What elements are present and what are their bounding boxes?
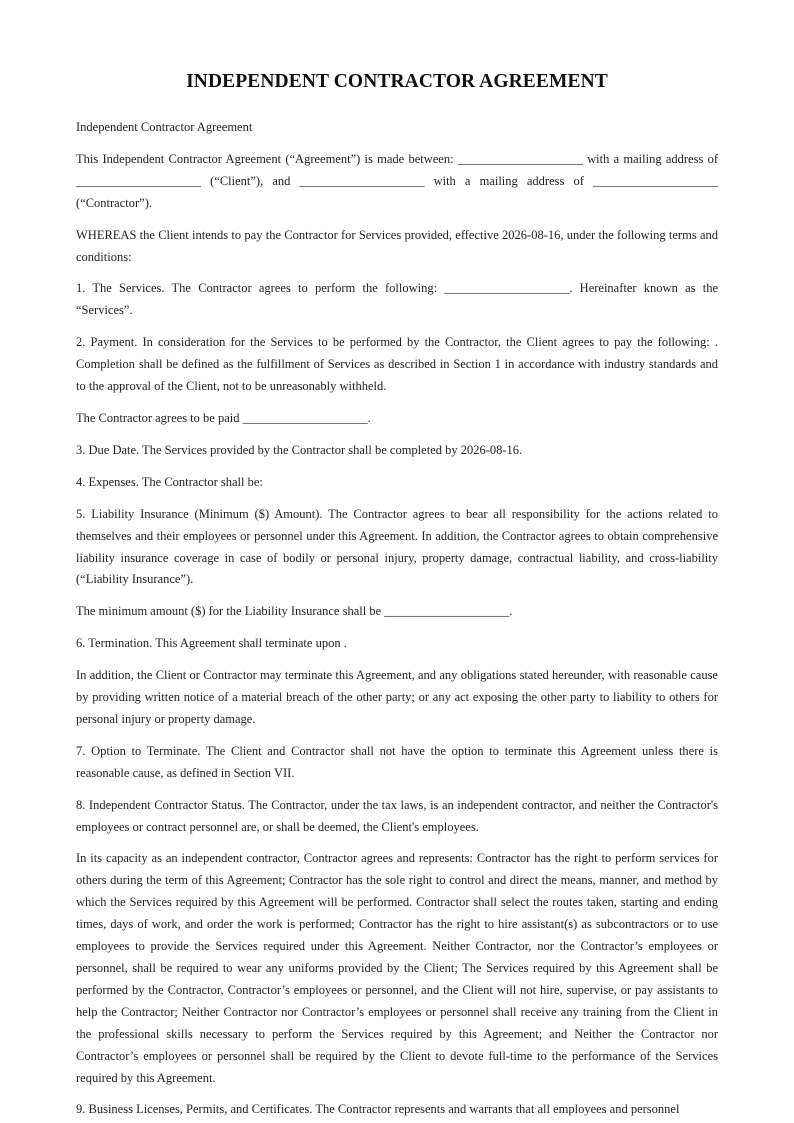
section-2-payment: 2. Payment. In consideration for the Services to be performed by the Contractor, the Client agrees to pay the following: . Completion shall be defined as the fulfillment of Services as described in Section 1 in accordance with industry standards and to the approval of the Client, not to be unreasonably withheld. [76, 335, 718, 394]
document-title: INDEPENDENT CONTRACTOR AGREEMENT [186, 71, 608, 92]
termination-cause-paragraph: In addition, the Client or Contractor may terminate this Agreement, and any obligations stated hereunder, with reasonable cause by providing written notice of a material breach of the other party; or any act exposing the other party to liability to others for personal injury or property damage. [76, 668, 718, 726]
insurance-minimum-paragraph: The minimum amount ($) for the Liability Insurance shall be ____________________. [76, 604, 513, 619]
section-8-contractor-status: 8. Independent Contractor Status. The Contractor, under the tax laws, is an independent contractor, and neither the Contractor's employees or contract personnel are, or shall be deemed, the Client's employees. [76, 797, 718, 834]
section-5-liability-insurance: 5. Liability Insurance (Minimum ($) Amount). The Contractor agrees to bear all responsibility for the actions related to themselves and their employees or personnel under this Agreement. In addition, the Contractor agrees to obtain comprehensive liability insurance coverage in case of bodily or personal injury, property damage, contractual liability, and cross-liability (“Liability Insurance”). [76, 506, 718, 587]
section-7-option-to-terminate: 7. Option to Terminate. The Client and Contractor shall not have the option to terminate this Agreement unless there is reasonable cause, as defined in Section VII. [76, 743, 718, 780]
section-9-business-licenses: 9. Business Licenses, Permits, and Certificates. The Contractor represents and warrants that all employees and personnel [76, 1102, 680, 1117]
section-3-due-date: 3. Due Date. The Services provided by the Contractor shall be completed by 2026-08-16. [76, 442, 523, 457]
document-subtitle: Independent Contractor Agreement [76, 120, 253, 134]
contractor-representations-paragraph: In its capacity as an independent contractor, Contractor agrees and represents: Contractor has the right to perform services for others during the term of this Agreement; Contractor has the sole right to control and direct the means, manner, and method by which the Services required by this Agreement will be performed. Contractor shall select the routes taken, starting and ending times, days of work, and order the work is performed; Contractor has the right to hire assistant(s) as subcontractors or to use employees to provide the Services required under this Agreement. Neither Contractor, nor the Contractor’s employees or personnel, shall be required to wear any uniforms provided by the Client; The Services required by this Agreement shall be performed by the Contractor, Contractor’s employees or personnel, and the Client will not hire, supervise, or pay assistants to help the Contractor; Neither Contractor nor Contractor’s employees or personnel shall receive any training from the Client in the professional skills necessary to perform the Services required by this Agreement; and Neither the Contractor nor Contractor’s employees or personnel shall be required by the Client to devote full-time to the performance of the Services required by this Agreement. [76, 851, 718, 1085]
section-1-services: 1. The Services. The Contractor agrees to perform the following: ____________________. Hereinafter known as the “Services”. [76, 281, 718, 318]
section-6-termination: 6. Termination. This Agreement shall terminate upon . [76, 636, 347, 651]
payment-amount-paragraph: The Contractor agrees to be paid ____________________. [76, 410, 371, 425]
whereas-paragraph: WHEREAS the Client intends to pay the Contractor for Services provided, effective 2026-08-16, under the following terms and conditions: [76, 227, 718, 264]
section-4-expenses: 4. Expenses. The Contractor shall be: [76, 474, 263, 489]
parties-paragraph: This Independent Contractor Agreement (“Agreement”) is made between: ____________________ with a mailing address of ____________________ (“Client”), and ____________________ with a mailing address of ____________________ (“Contractor”). [76, 151, 718, 210]
